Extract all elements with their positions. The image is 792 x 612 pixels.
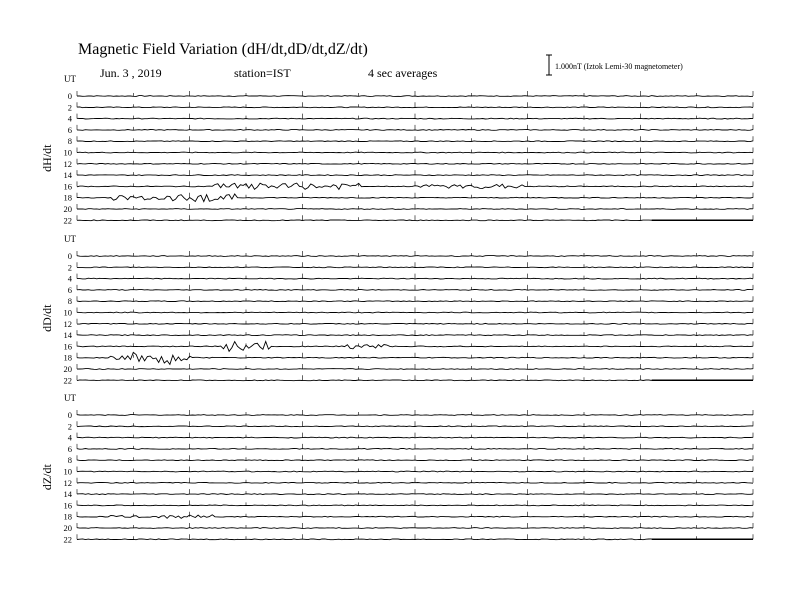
y-axis-label: dZ/dt bbox=[40, 464, 54, 491]
hour-label: 14 bbox=[63, 489, 72, 500]
hour-label: 20 bbox=[63, 364, 72, 374]
tick-row bbox=[77, 489, 753, 494]
y-axis-label: dD/dt bbox=[40, 304, 54, 332]
hour-label: 8 bbox=[67, 455, 72, 466]
hour-label: 18 bbox=[63, 511, 72, 522]
trace-line bbox=[77, 256, 753, 257]
hour-label: 10 bbox=[63, 466, 72, 477]
tick-row bbox=[77, 330, 753, 335]
hour-label: 0 bbox=[67, 410, 72, 420]
trace-line bbox=[77, 209, 753, 210]
tick-row bbox=[77, 364, 753, 369]
tick-row bbox=[77, 444, 753, 449]
hour-label: 14 bbox=[63, 170, 72, 181]
averaging-label: 4 sec averages bbox=[368, 66, 438, 80]
hour-label: 0 bbox=[67, 251, 72, 261]
trace-line bbox=[77, 96, 753, 97]
date-label: Jun. 3 , 2019 bbox=[100, 66, 162, 80]
hour-label: 0 bbox=[67, 91, 72, 101]
trace-line bbox=[77, 494, 753, 495]
hour-label: 16 bbox=[63, 181, 72, 192]
ut-label: UT bbox=[64, 393, 76, 403]
panel-dH-dt bbox=[40, 74, 753, 225]
hour-label: 22 bbox=[63, 215, 72, 226]
hour-label: 8 bbox=[67, 136, 72, 147]
trace-line bbox=[77, 482, 753, 483]
hour-label: 4 bbox=[67, 432, 72, 443]
trace-line bbox=[77, 323, 753, 324]
tick-row bbox=[77, 341, 753, 346]
ut-label: UT bbox=[64, 234, 76, 244]
hour-label: 20 bbox=[63, 204, 72, 214]
tick-row bbox=[77, 262, 753, 267]
ut-label: UT bbox=[64, 74, 76, 84]
hour-label: 16 bbox=[63, 341, 72, 352]
trace-line bbox=[77, 505, 753, 506]
hour-label: 10 bbox=[63, 307, 72, 318]
trace-line bbox=[77, 152, 753, 153]
panel-dD-dt bbox=[40, 234, 753, 385]
tick-row bbox=[77, 433, 753, 438]
hour-label: 18 bbox=[63, 352, 72, 363]
trace-line bbox=[77, 301, 753, 302]
hour-label: 6 bbox=[67, 443, 72, 454]
trace-line bbox=[77, 130, 753, 131]
hour-label: 12 bbox=[63, 477, 72, 488]
tick-row bbox=[77, 274, 753, 279]
hour-label: 12 bbox=[63, 158, 72, 169]
hour-label: 22 bbox=[63, 534, 72, 545]
hour-label: 2 bbox=[67, 421, 72, 432]
trace-line bbox=[77, 460, 753, 461]
hour-label: 6 bbox=[67, 284, 72, 295]
hour-label: 18 bbox=[63, 192, 72, 203]
trace-line bbox=[77, 471, 753, 472]
trace-line bbox=[77, 415, 753, 416]
trace-line bbox=[77, 118, 753, 119]
tick-row bbox=[77, 455, 753, 460]
scale-label: 1.000nT (Iztok Lemi-30 magnetometer) bbox=[555, 62, 683, 71]
hour-label: 10 bbox=[63, 147, 72, 158]
trace-line bbox=[77, 163, 753, 164]
trace-line bbox=[77, 449, 753, 450]
hour-label: 4 bbox=[67, 113, 72, 124]
trace-line bbox=[77, 220, 652, 221]
hour-label: 2 bbox=[67, 262, 72, 273]
hour-label: 14 bbox=[63, 330, 72, 341]
scale-bar bbox=[546, 55, 552, 75]
hour-label: 22 bbox=[63, 375, 72, 386]
tick-row bbox=[77, 500, 753, 505]
panel-dZ-dt bbox=[40, 393, 753, 544]
trace-line bbox=[77, 539, 652, 540]
trace-line bbox=[77, 380, 652, 381]
hour-label: 20 bbox=[63, 523, 72, 533]
station-label: station=IST bbox=[234, 66, 291, 80]
hour-label: 16 bbox=[63, 500, 72, 511]
hour-label: 6 bbox=[67, 124, 72, 135]
hour-label: 2 bbox=[67, 102, 72, 113]
trace-line bbox=[77, 175, 753, 176]
hour-label: 4 bbox=[67, 273, 72, 284]
trace-line bbox=[77, 528, 753, 529]
chart-title: Magnetic Field Variation (dH/dt,dD/dt,dZ/dt) bbox=[78, 41, 368, 58]
tick-row bbox=[77, 523, 753, 528]
hour-label: 8 bbox=[67, 296, 72, 307]
trace-line bbox=[77, 141, 753, 142]
y-axis-label: dH/dt bbox=[40, 144, 54, 172]
tick-row bbox=[77, 467, 753, 472]
hour-label: 12 bbox=[63, 318, 72, 329]
tick-row bbox=[77, 125, 753, 130]
